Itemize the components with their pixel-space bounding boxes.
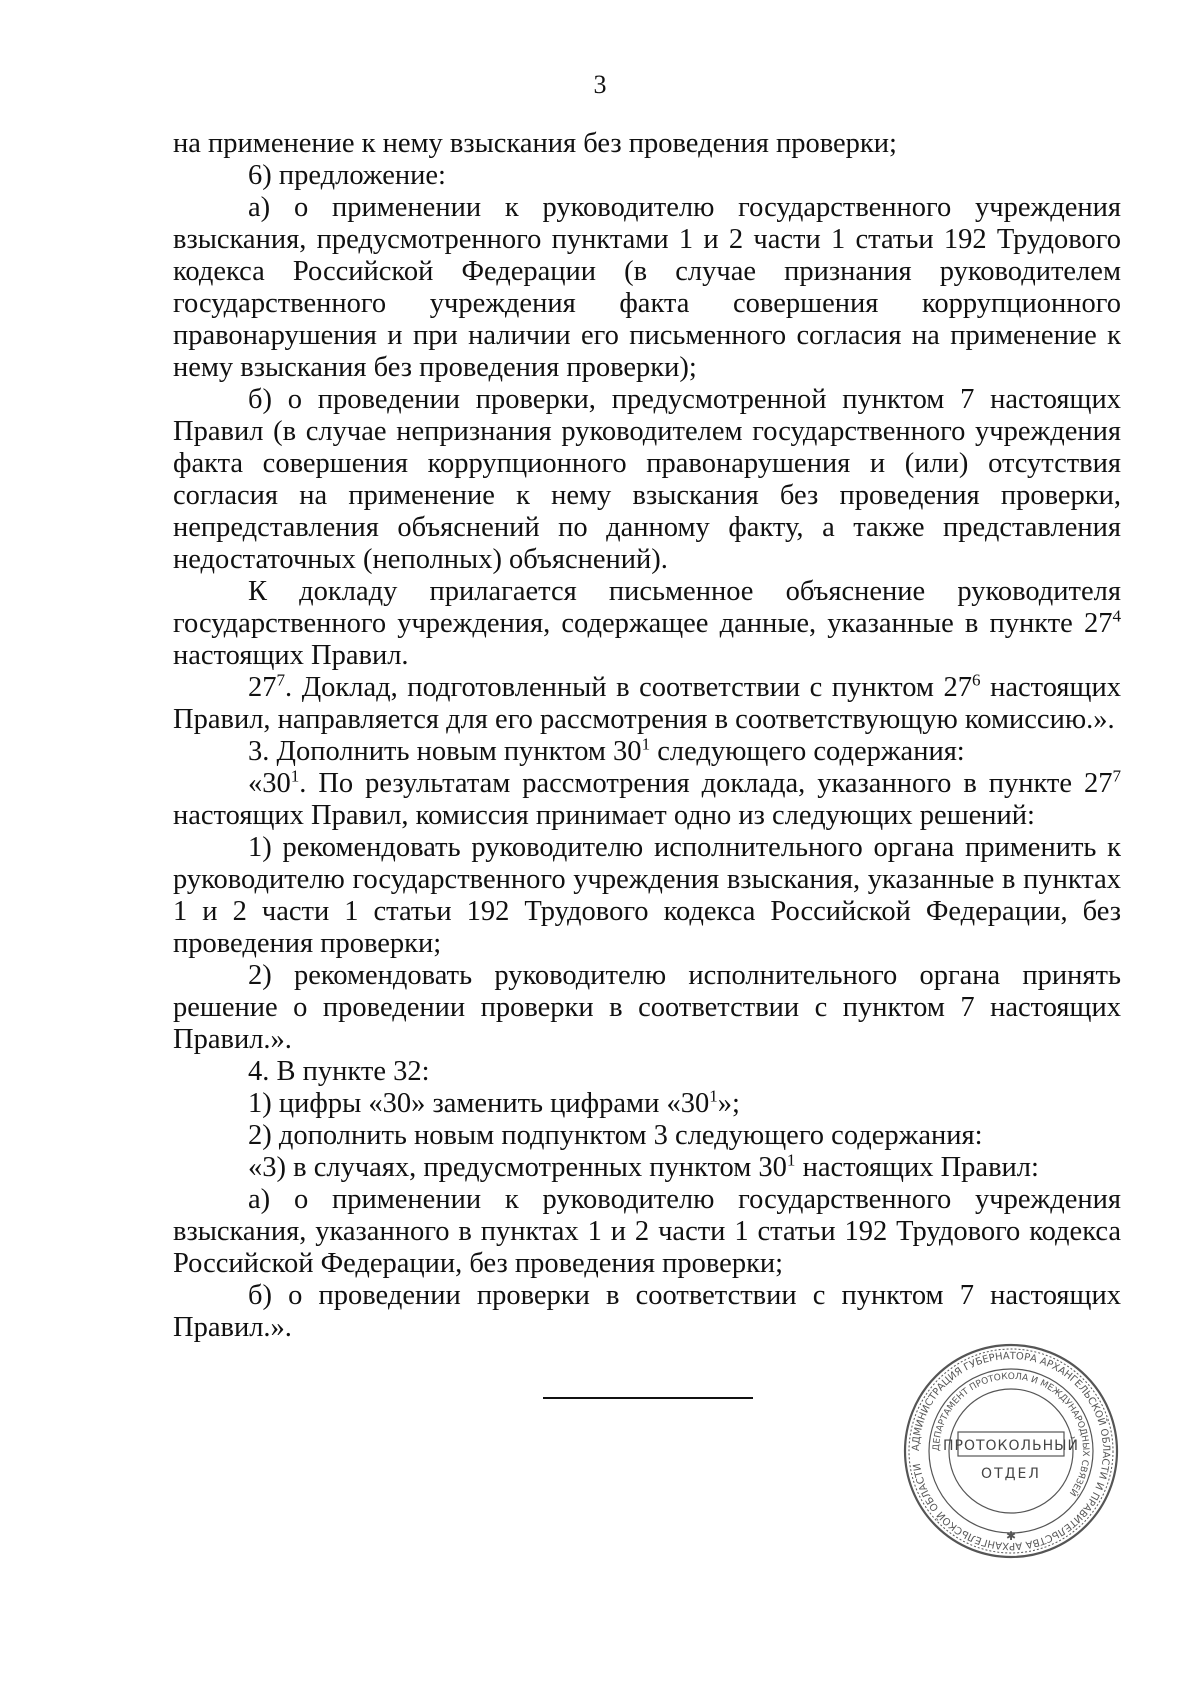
star-icon: ✱ (1005, 1529, 1017, 1543)
stamp-ring-text: АДМИНИСТРАЦИЯ ГУБЕРНАТОРА АРХАНГЕЛЬСКОЙ ОБЛАСТИ И ПРАВИТЕЛЬСТВА АРХАНГЕЛЬСКОЙ ОБЛАСТИ (910, 1350, 1112, 1552)
page-number: 3 (593, 70, 607, 99)
stamp-center-line2: ОТДЕЛ (981, 1466, 1041, 1482)
paragraph: 2) дополнить новым подпунктом 3 следующего содержания: (248, 1120, 983, 1151)
stamp-seal-icon (900, 1340, 1122, 1562)
end-separator-line (543, 1397, 753, 1399)
paragraph: 1) цифры «30» заменить цифрами «$30^1$»; (248, 1086, 740, 1119)
paragraph: 1) рекомендовать руководителю исполнительного органа применить к руководителю государственного учреждения взыскания, указанные в пунктах 1 и 2 части 1 статьи 192 Трудового кодекса Российской Федерации, без проведения проверки; (173, 832, 1121, 959)
superscript: 7 (276, 670, 286, 690)
paragraph: а) о применении к руководителю государственного учреждения взыскания, предусмотренного пунктами 1 и 2 части 1 статьи 192 Трудового кодекса Российской Федерации (в случае признания руководителем государственного учреждения факта совершения коррупционного правонарушения и при наличии его письменного согласия на применение к нему взыскания без проведения проверки); (173, 192, 1121, 383)
paragraph: $27^7$. Доклад, подготовленный в соответствии с пунктом $27^6$ настоящих Правил, направляется для его рассмотрения в соответствующую комиссию.». (173, 670, 1121, 735)
paragraph: 4. В пункте 32: (248, 1056, 430, 1087)
paragraph: «$30^1$. По результатам рассмотрения доклада, указанного в пункте $27^7$ настоящих Правил, комиссия принимает одно из следующих решений: (173, 766, 1121, 831)
paragraph: б) о проведении проверки в соответствии с пунктом 7 настоящих Правил.». (173, 1280, 1121, 1343)
official-stamp (900, 1340, 1122, 1562)
superscript: 1 (786, 1150, 796, 1170)
superscript: 1 (290, 766, 300, 786)
paragraph: б) о проведении проверки, предусмотренной пунктом 7 настоящих Правил (в случае непризнания руководителем государственного учреждения факта совершения коррупционного правонарушения и (или) отсутствия согласия на применение к нему взыскания без проведения проверки, непредставления объяснений по данному факту, а также представления недостаточных (неполных) объяснений). (173, 384, 1121, 575)
stamp-center-line1: ПРОТОКОЛЬНЫЙ (942, 1438, 1080, 1454)
superscript: 6 (972, 670, 981, 690)
superscript: 7 (1112, 766, 1121, 786)
superscript: 1 (709, 1086, 718, 1106)
paragraph: 2) рекомендовать руководителю исполнительного органа принять решение о проведении проверки в соответствии с пунктом 7 настоящих Правил.». (173, 960, 1121, 1055)
document-body (173, 128, 1121, 1344)
paragraph: «3) в случаях, предусмотренных пунктом $30^1$ настоящих Правил: (248, 1150, 1039, 1183)
superscript: 4 (1112, 606, 1121, 626)
stamp-inner-ring-text: ДЕПАРТАМЕНТ ПРОТОКОЛА И МЕЖДУНАРОДНЫХ СВЯЗЕЙ (931, 1371, 1091, 1498)
paragraph: 3. Дополнить новым пунктом $30^1$ следующего содержания: (248, 734, 965, 767)
paragraph: К докладу прилагается письменное объяснение руководителя государственного учреждения, содержащее данные, указанные в пункте $27^4$ настоящих Правил. (173, 576, 1121, 671)
paragraph: на применение к нему взыскания без проведения проверки; (173, 128, 897, 159)
superscript: 1 (641, 734, 651, 754)
paragraph: а) о применении к руководителю государственного учреждения взыскания, указанного в пунктах 1 и 2 части 1 статьи 192 Трудового кодекса Российской Федерации, без проведения проверки; (173, 1184, 1121, 1279)
paragraph: 6) предложение: (248, 160, 446, 191)
